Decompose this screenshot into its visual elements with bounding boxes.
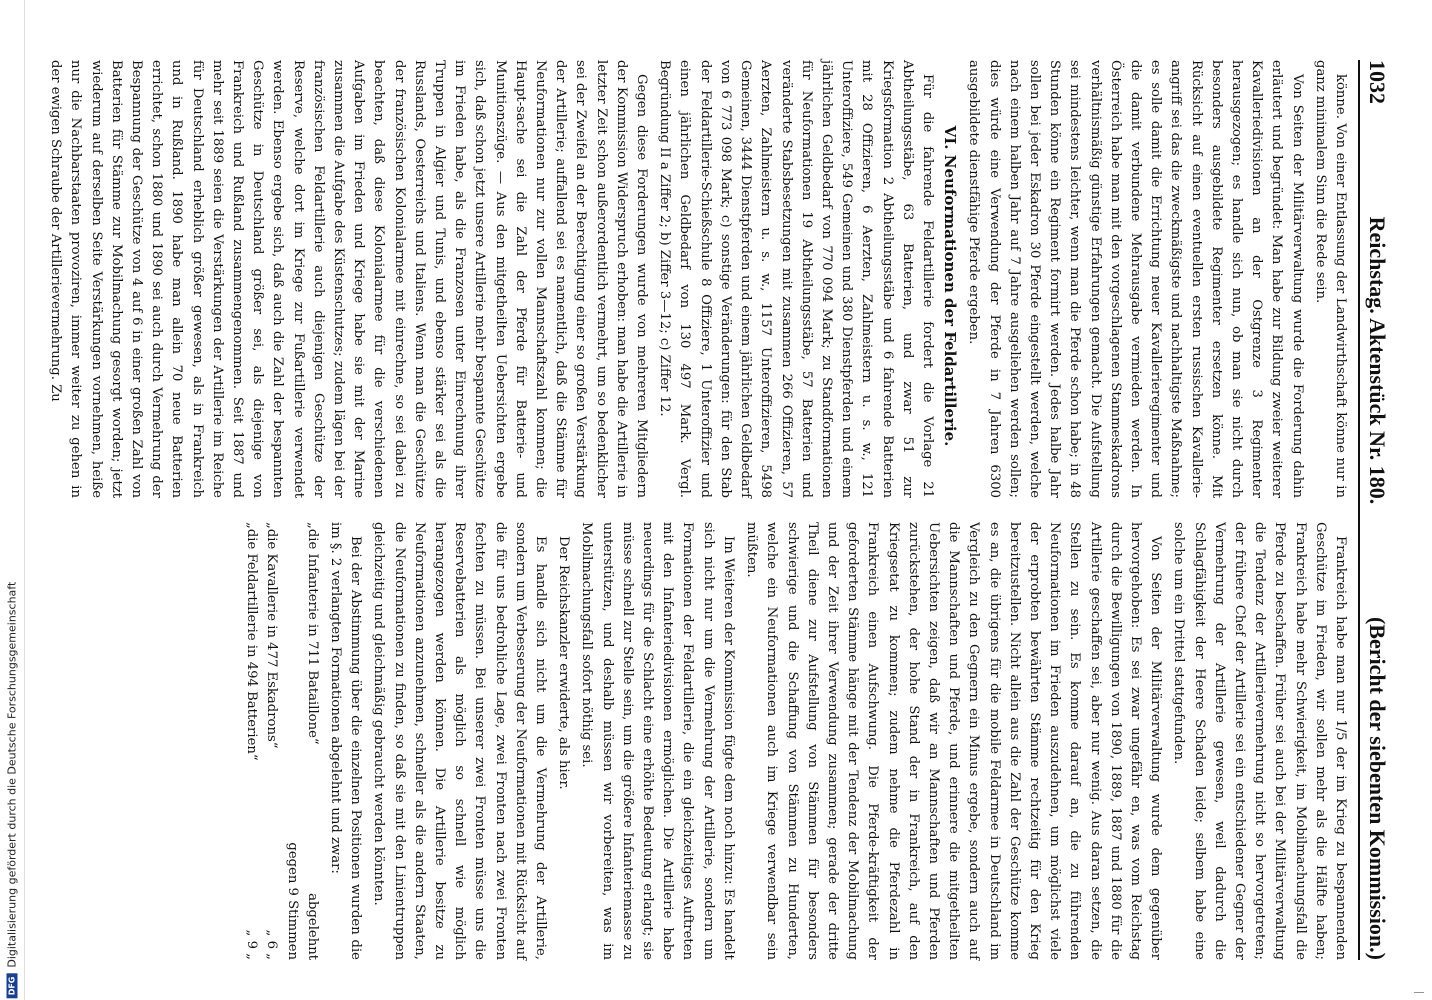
vote-note: abgelehnt	[304, 893, 320, 960]
left-column	[48, 60, 1350, 498]
vote-row	[281, 522, 321, 960]
vote-label: „die Feldartillerie in 494 Batterien“	[244, 522, 260, 761]
credit-label: Digitalisierung gefördert durch die Deutsche Forschungsgemeinschaft	[5, 581, 19, 968]
scanned-page	[48, 50, 1400, 970]
text-columns	[48, 60, 1350, 960]
vote-count: „ 9 „	[244, 929, 260, 960]
right-column	[90, 522, 1350, 960]
vote-row	[241, 522, 261, 960]
paragraph: Frankreich habe man nur 1/5 der im Krieg zu bespannenden Geschütze im Frieden, wir sollen mehr als die Hälfte haben; Frankreich habe mehr Schwierigkeit, im Mobilmachungsfall die Pferde zu beschaffen. Früher sei auch bei der Militärverwaltung die Tendenz der Artillerievermehrung nicht so hervorgetreten; der frühere Chef der Artillerie sei ein entschiedener Gegner der Vermehrung der Artillerie gewesen, weil dadurch die Schlagfähigkeit der Heere Schaden leide; selbem habe eine solche um ein Drittel stattgefunden.	[1171, 522, 1348, 960]
digitization-credit-strip	[0, 0, 25, 1000]
paragraph: Für die fahrende Feldartillerie fordert die Vorlage 21 Abtheilungsstäbe, 63 Batterien, und zwar 51 zur Kriegsformation 2 Abtheilungsstäbe und 6 fahrende Batterien mit 28 Offizieren, 6 Aerzten, Zahlmeistern u. s. w., 121 Unteroffiziere, 549 Gemeinen und 380 Dienstpferden und einem jährlichen Geldbedarf von 770 094 Mark; zu Standformationen für Neuformationen 19 Abtheilungsstäbe, 57 Batterien und veränderte Stabsbesetzungen mit zusammen 266 Offizieren, 57 Aerzten, Zahlmeistern u. s. w., 1157 Unteroffizieren, 5498 Gemeinen, 3444 Dienstpferden und einem jährlichen Geldbedarf von 6 773 098 Mark; c) sonstige Veränderungen: für den Stab der Feldartillerie-Schießschule 8 Offiziere, 1 Unteroffizier und einen jährlichen Geldbedarf von 130 497 Mark. Vergl. Begründung II a Ziffer 2; b) Ziffer 3—12; c) Ziffer 12.	[657, 60, 935, 498]
paragraph: Im Weiteren der Kommission fügte dem noch hinzu: Es handelt sich nicht nur um die Vermehrung der Artillerie, sondern um Formationen der Feldartillerie, die ein gleichzeitiges Auftreten mit den Infanteriedivisionen ermöglichen. Die Artillerie habe neuerdings für die Schlacht eine erhöhte Bedeutung erlangt; sie müsse schnell zur Stelle sein, um die größere Infanteriemasse zu unterstützen, und deshalb müssen wir vorbereiten, was im Mobilmachungsfall sofort nöthig sei.	[579, 522, 736, 960]
dfg-logo-icon: DFG	[7, 974, 18, 999]
vote-row	[261, 522, 281, 960]
running-header	[1358, 60, 1390, 960]
header-title: Reichstag. Aktenstück Nr. 180.	[1365, 216, 1390, 505]
paragraph: Es handle sich nicht um die Vermehrung der Artillerie, sondern um Verbesserung der Neuformationen mit Rücksicht auf die für uns bedrohliche Lage, zwei Fronten nach zwei Fronten fechten zu müssen. Bei unserer zwei Fronten müsse uns die Reservebatterien als möglich so schnell wie möglich herangezogen werden können. Die Artillerie besitze zu Neuformationen anzunehmen, schneller als die andern Staaten, die Neuformationen zu finden, so daß sie mit den Linientruppen gleichzeitig und gleichmäßig gebraucht werden könnten.	[371, 522, 549, 960]
rotated-document	[48, 60, 1390, 960]
vote-count: „ 6 „	[264, 929, 280, 960]
paragraph: Von Seiten der Militärverwaltung wurde die Forderung dahin erläutert und begründet: Man habe zur Bildung zweier weiterer Kavalleriedivisionen an der Ostgrenze 3 Regimenter herausgezogen; es handle sich nun, ob man sie nicht durch besonders ausgebildete Regimenter ersetzen könne. Mit Rücksicht auf einen eventuellen ersten russischen Kavallerie-angriff sei das die zweckmäßigste und nachhaltigste Maßnahme; es solle damit die Errichtung neuer Kavallerieregimenter und die damit verbundene Mehrausgabe vermieden werden. In Österreich habe man mit den vorgeschlagenen Stammeskadrons verhältnismäßig günstige Erfahrungen gemacht. Die Aufstellung sei mindestens leichter, wenn man die Pferde schon habe; in 48 Stunden könne ein Regiment formirt werden. Jedes halbe Jahr sollen bei jeder Eskadron 30 Pferde eingestellt werden, welche nach einem halben Jahr auf 7 Jahre ausgeliehen werden sollen; dies würde eine Verwendung der Pferde in 7 Jahren 6300 ausgebildete dienstfähige Pferde ergeben.	[966, 60, 1305, 498]
paragraph: könne. Von einer Entlassung der Landwirthschaft könne nur in ganz minimalem Sinn die Rede sein.	[1312, 60, 1348, 498]
page-number: 1032	[1365, 60, 1390, 104]
corner-mark: —	[1414, 987, 1424, 998]
vote-intro: Bei der Abstimmung über die einzelnen Positionen wurden die im §. 2 verlangten Formationen abgelehnt und zwar:	[328, 522, 364, 960]
vote-label: „die Infanterie in 711 Bataillone“	[304, 522, 320, 745]
paragraph: Gegen diese Forderungen wurde von mehreren Mitgliedern der Kommission Widerspruch erhoben: man habe die Artillerie in letzter Zeit schon außerordentlich vermehrt, um so bedenklicher sei der Zweifel an der Berechtigung einer so großen Verstärkung der Artillerie; auffallend sei es namentlich, daß die Stämme für Neuformationen nur zur vollen Mannschaftszahl kommen; die Haupt-sache sei die Zahl der Pferde für Batterie- und Munitionszüge. — Aus den mitgetheilten Uebersichten ergebe sich, daß schon jetzt unsere Artillerie mehr bespannte Geschütze im Frieden habe, als die Franzosen unter Einrechnung ihrer Truppen in Algier und Tunis, und ebenso stärker sei als die Russlands, Oesterreichs und Italiens. Wenn man die Geschütze der französischen Kolonialarmee mit einrechne, so sei dabei zu beachten, daß diese Kolonialarmee für die verschiedenen Aufgaben im Frieden und Kriege habe sie mit der Marine zusammen die Aufgabe des Küstenschutzes; zudem lägen bei der französischen Feldartillerie auch diejenigen Geschütze der Reserve, welche dort im Kriege zur Fußartillerie verwendet werden. Ebenso ergebe sich, daß auch die Zahl der bespannten Geschütze in Deutschland größer sei, als diejenige von Frankreich und Rußland zusammengenommen. Seit 1887 und mehr seit 1889 seien die Verstärkungen der Artillerie im Reiche für Deutschland erheblich größer gewesen, als in Frankreich und in Rußland. 1890 habe man allein 70 neue Batterien errichtet, schon 1880 und 1890 sei auch durch Vermehrung der Bespannung der Geschütze von 4 auf 6 in einer großen Zahl von Batterien für Stämme zur Mobilmachung gesorgt worden; jetzt wiederum auf derselben Seite Verstärkungen vornehmen, heiße nur die Nachbarstaaten provoziren, immer weiter zu gehen in der ewigen Schraube der Artillerievermehrung. Zu	[48, 60, 650, 498]
vote-result	[281, 840, 321, 960]
header-subtitle: (Bericht der siebenten Kommission.)	[1365, 616, 1390, 960]
credit-text-rotated	[6, 582, 19, 999]
vote-label: „die Kavallerie in 477 Eskadrons“	[264, 522, 280, 749]
paragraph: Der Reichskanzler erwiderte, als hier.	[556, 536, 572, 790]
paragraph: Von Seiten der Militärverwaltung wurde dem gegenüber hervorgehoben: Es sei zwar ungefähr en, was vom Reichstag durch die Bewilligungen von 1890, 1889, 1887 und 1880 für die Artillerie geschaffen sei, aber nur wenig. Aus daran setzen, die Stellen zu sein. Es komme darauf an, die zu führenden Neuformationen im Frieden auszudehnen, um möglichst viele der erprobten bewährten Stämme rechtzeitig für den Krieg bereitzustellen. Nicht allein aus die Zahl der Geschütze komme es an, die übrigens für die mobile Feldarmee in Deutschland im Vergleich zu den Gegnern ein Minus ergebe, sondern auch auf die Mannschaften und Pferde, und erinnere die mitgetheilten Uebersichten zeigen, daß wir an Mannschaften und Pferden zurückstehen, der hohe Stand der in Frankreich, auf den Kriegsetat zu kommen; zudem nehme die Pferdezahl in Frankreich einen Aufschwung. Die Pferde-kräftigkeit der geforderten Stämme hänge mit der Tendenz der Mobilmachung und der Zeit ihrer Verwendung zusammen; gerade der dritte Theil diene zur Aufstellung von Stämmen für besonders schwierige und die Schaffung von Stämmen zu Hunderten, welche ein Neuformationen auch im Kriege verwendbar sein müßten.	[744, 522, 1164, 960]
vote-count: gegen 9 Stimmen	[284, 842, 300, 960]
section-heading: VI. Neuformationen der Feldartillerie.	[941, 125, 960, 447]
